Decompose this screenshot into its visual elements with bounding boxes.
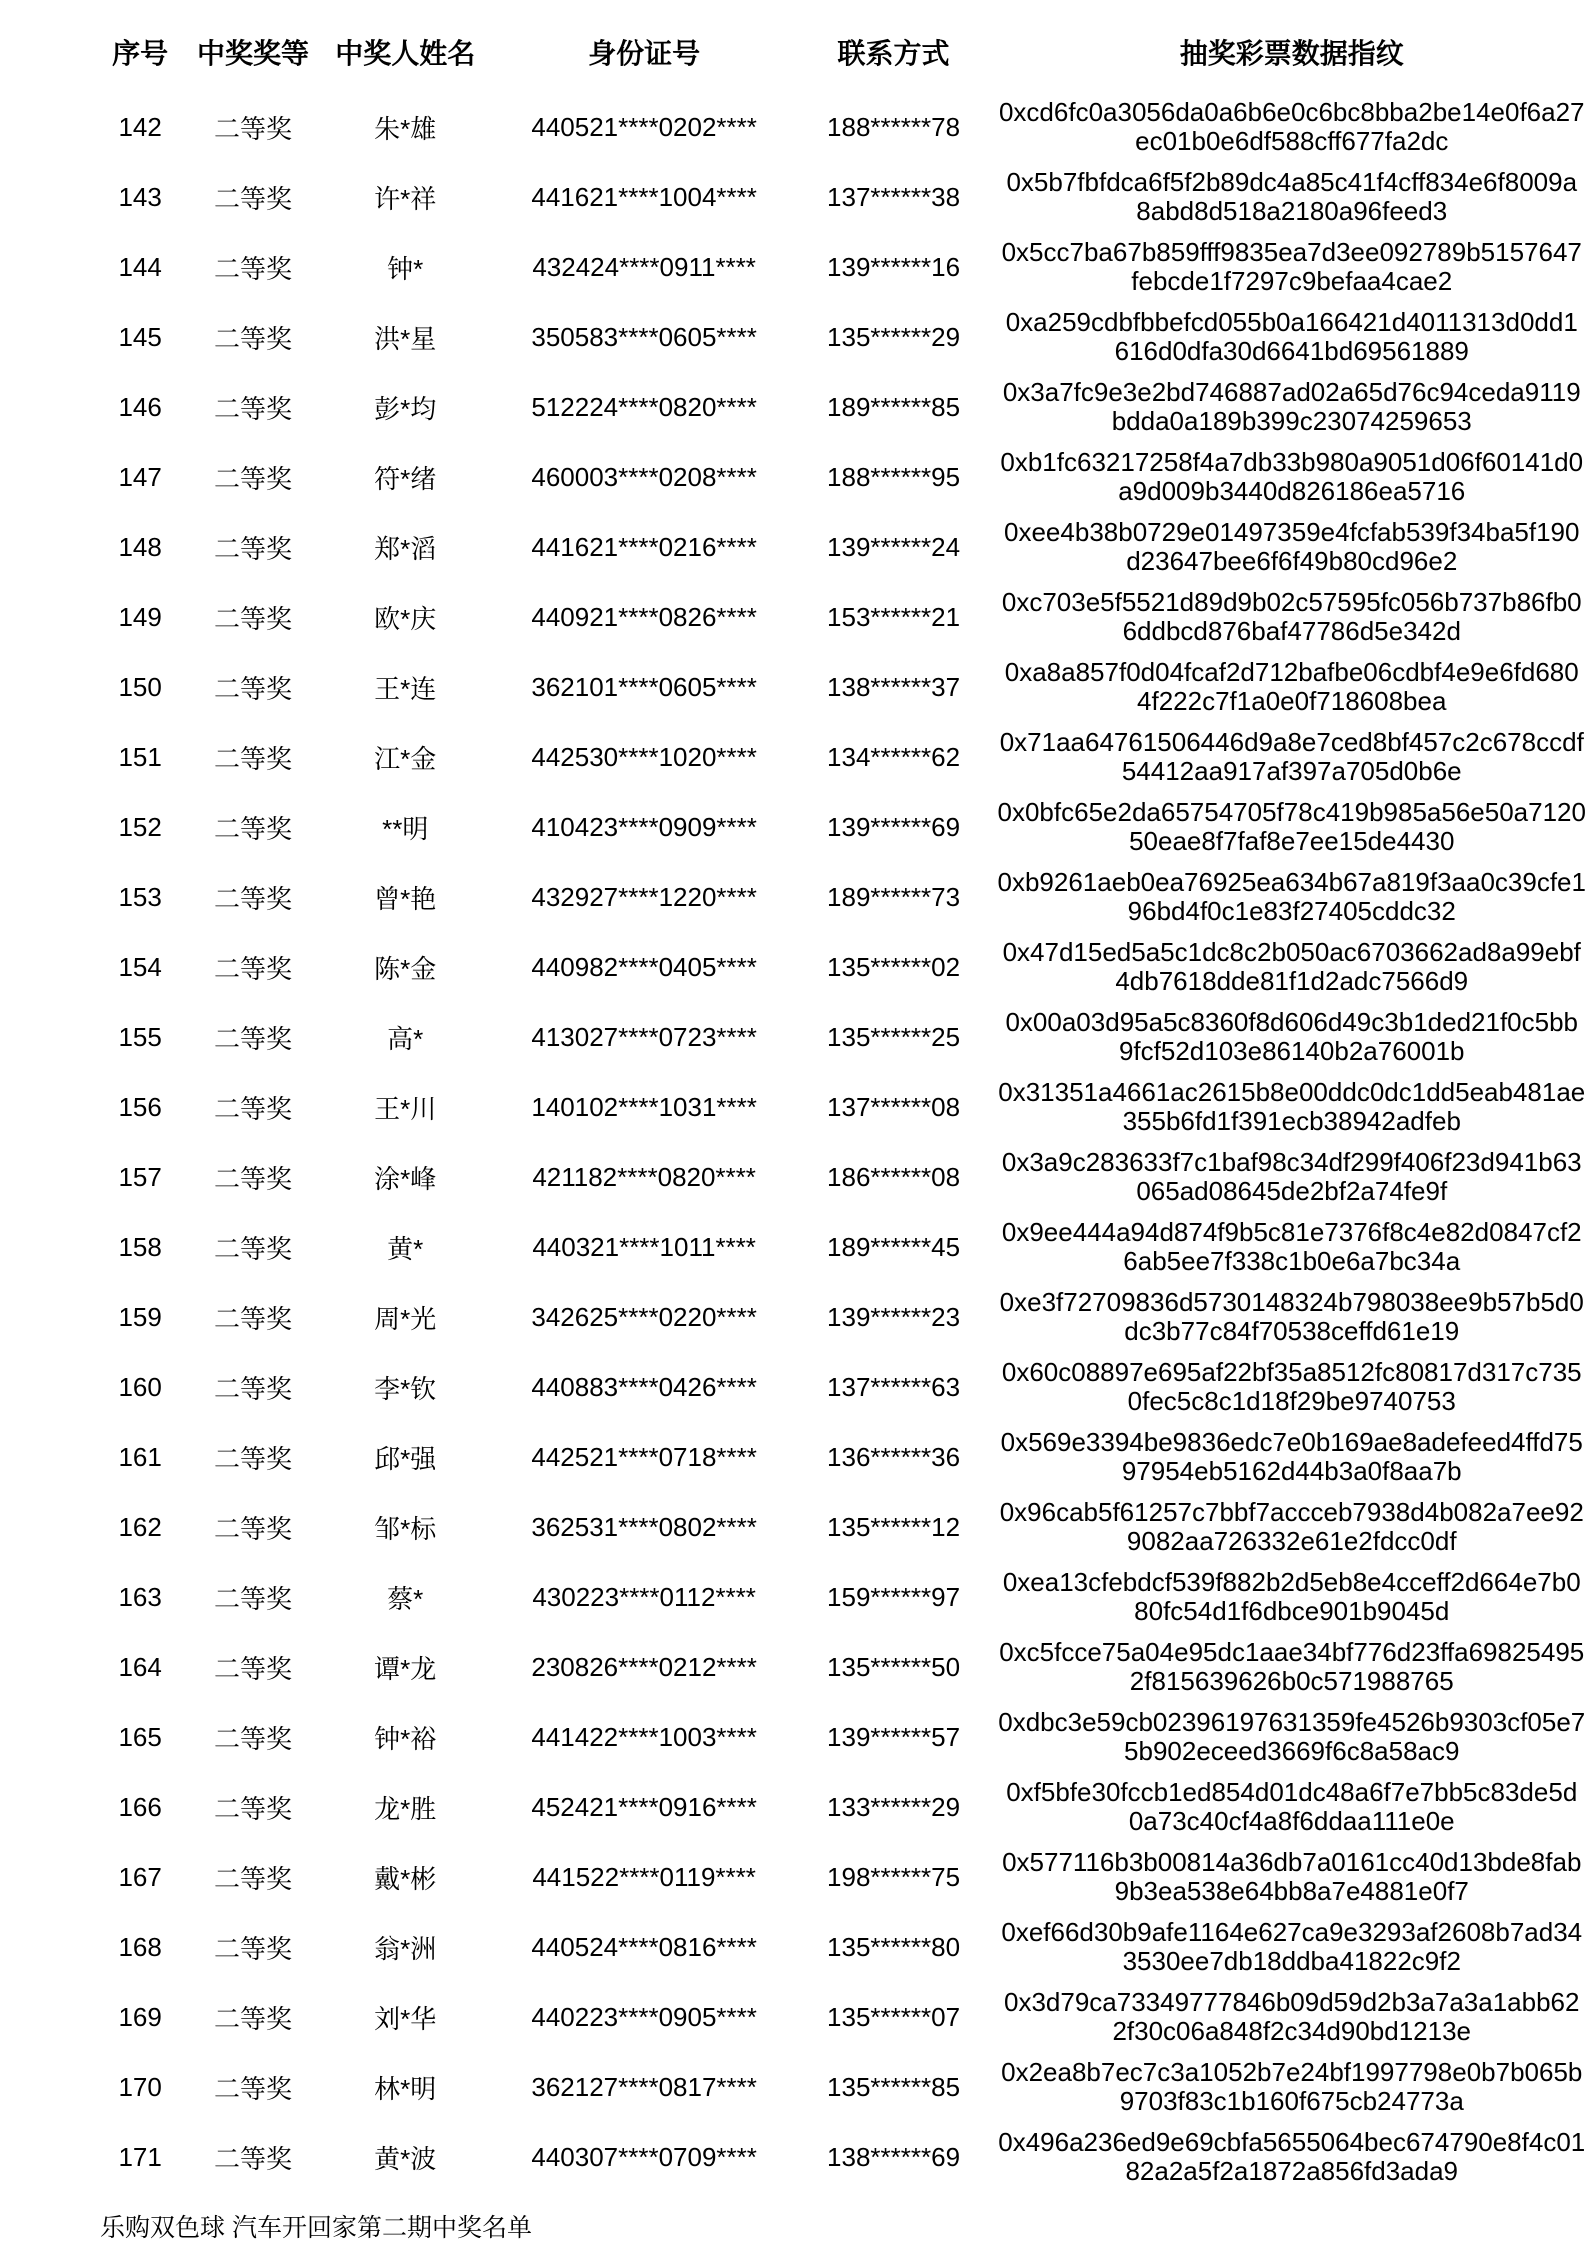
cell-serial-number: 169 bbox=[118, 2001, 162, 2032]
cell-ticket-fingerprint bbox=[998, 1772, 1586, 1842]
cell-contact: 153******21 bbox=[827, 601, 961, 632]
cell-prize-tier: 二等奖 bbox=[214, 533, 293, 564]
cell-ticket-fingerprint bbox=[998, 162, 1586, 232]
cell-prize-tier: 二等奖 bbox=[214, 1863, 293, 1894]
fingerprint-line-1: 0x3d79ca73349777846b09d59d2b3a7a3a1abb62 bbox=[1004, 1987, 1580, 2017]
cell-ticket-fingerprint bbox=[998, 232, 1586, 302]
cell-contact: 137******63 bbox=[827, 1371, 961, 1402]
cell-contact: 136******36 bbox=[827, 1441, 961, 1472]
cell-id-number: 362101****0605**** bbox=[531, 671, 757, 702]
cell-contact: 159******97 bbox=[827, 1581, 961, 1612]
cell-prize-tier: 二等奖 bbox=[214, 1373, 293, 1404]
cell-contact: 186******08 bbox=[827, 1161, 961, 1192]
cell-serial-number: 160 bbox=[118, 1371, 162, 1402]
cell-winner-name: 林*明 bbox=[374, 2073, 437, 2104]
table-row bbox=[86, 1142, 1586, 1212]
cell-winner-name: 曾*艳 bbox=[374, 883, 437, 914]
cell-id-number: 410423****0909**** bbox=[531, 811, 757, 842]
fingerprint-line-2: bdda0a189b399c23074259653 bbox=[1111, 406, 1472, 436]
table-row bbox=[86, 162, 1586, 232]
table-row bbox=[86, 932, 1586, 1002]
cell-id-number: 421182****0820**** bbox=[532, 1161, 756, 1192]
cell-contact: 189******85 bbox=[827, 391, 961, 422]
cell-contact: 135******25 bbox=[827, 1021, 961, 1052]
cell-id-number: 512224****0820**** bbox=[531, 391, 757, 422]
fingerprint-line-2: 4f222c7f1a0e0f718608bea bbox=[1137, 686, 1447, 716]
cell-serial-number: 153 bbox=[118, 881, 162, 912]
cell-winner-name: 李*钦 bbox=[374, 1373, 437, 1404]
cell-prize-tier: 二等奖 bbox=[214, 1513, 293, 1544]
cell-prize-tier: 二等奖 bbox=[214, 2143, 293, 2174]
table-row bbox=[86, 792, 1586, 862]
table-row bbox=[86, 2052, 1586, 2122]
cell-id-number: 441522****0119**** bbox=[532, 1861, 756, 1892]
fingerprint-line-1: 0x3a9c283633f7c1baf98c34df299f406f23d941b63 bbox=[1001, 1147, 1582, 1177]
cell-winner-name: 邹*标 bbox=[374, 1513, 437, 1544]
cell-ticket-fingerprint bbox=[998, 1072, 1586, 1142]
table-row bbox=[86, 1492, 1586, 1562]
cell-winner-name: 欧*庆 bbox=[374, 603, 437, 634]
cell-winner-name: 郑*滔 bbox=[374, 533, 437, 564]
cell-ticket-fingerprint bbox=[998, 792, 1586, 862]
cell-prize-tier: 二等奖 bbox=[214, 1583, 293, 1614]
fingerprint-line-1: 0xef66d30b9afe1164e627ca9e3293af2608b7ad34 bbox=[1001, 1917, 1583, 1947]
cell-serial-number: 159 bbox=[118, 1301, 162, 1332]
cell-id-number: 441422****1003**** bbox=[531, 1721, 757, 1752]
table-row bbox=[86, 1562, 1586, 1632]
cell-prize-tier: 二等奖 bbox=[214, 393, 293, 424]
cell-id-number: 230826****0212**** bbox=[531, 1651, 757, 1682]
fingerprint-line-1: 0xe3f72709836d5730148324b798038ee9b57b5d0 bbox=[999, 1287, 1584, 1317]
cell-serial-number: 165 bbox=[118, 1721, 162, 1752]
cell-prize-tier: 二等奖 bbox=[214, 323, 293, 354]
cell-winner-name: 周*光 bbox=[374, 1303, 437, 1334]
cell-serial-number: 158 bbox=[118, 1231, 162, 1262]
cell-winner-name: 翁*洲 bbox=[374, 1933, 437, 1964]
cell-winner-name: 钟* bbox=[387, 253, 424, 284]
cell-winner-name: 龙*胜 bbox=[374, 1793, 437, 1824]
table-row bbox=[86, 1982, 1586, 2052]
cell-ticket-fingerprint bbox=[998, 582, 1586, 652]
cell-ticket-fingerprint bbox=[998, 722, 1586, 792]
table-row bbox=[86, 372, 1586, 442]
cell-ticket-fingerprint bbox=[998, 1842, 1586, 1912]
cell-contact: 189******73 bbox=[827, 881, 961, 912]
cell-prize-tier: 二等奖 bbox=[214, 1303, 293, 1334]
cell-serial-number: 157 bbox=[118, 1161, 162, 1192]
cell-prize-tier: 二等奖 bbox=[214, 953, 293, 984]
fingerprint-line-1: 0xb9261aeb0ea76925ea634b67a819f3aa0c39cfe1 bbox=[997, 867, 1586, 897]
fingerprint-line-2: 9fcf52d103e86140b2a76001b bbox=[1118, 1036, 1465, 1066]
cell-winner-name: 王*川 bbox=[374, 1093, 437, 1124]
cell-prize-tier: 二等奖 bbox=[214, 1233, 293, 1264]
fingerprint-line-2: 2f815639626b0c571988765 bbox=[1129, 1666, 1454, 1696]
table-row bbox=[86, 512, 1586, 582]
cell-id-number: 430223****0112**** bbox=[532, 1581, 756, 1612]
cell-contact: 139******24 bbox=[827, 531, 961, 562]
fingerprint-line-1: 0x0bfc65e2da65754705f78c419b985a56e50a7120 bbox=[997, 797, 1586, 827]
table-row bbox=[86, 92, 1586, 162]
cell-winner-name: 黄* bbox=[387, 1233, 424, 1264]
cell-id-number: 362531****0802**** bbox=[531, 1511, 757, 1542]
cell-ticket-fingerprint bbox=[998, 1422, 1586, 1492]
cell-ticket-fingerprint bbox=[998, 1702, 1586, 1772]
fingerprint-line-2: 0fec5c8c1d18f29be9740753 bbox=[1127, 1386, 1456, 1416]
table-row bbox=[86, 652, 1586, 722]
cell-id-number: 140102****1031**** bbox=[531, 1091, 757, 1122]
cell-id-number: 442530****1020**** bbox=[531, 741, 757, 772]
cell-ticket-fingerprint bbox=[998, 932, 1586, 1002]
cell-prize-tier: 二等奖 bbox=[214, 463, 293, 494]
cell-winner-name: 高* bbox=[387, 1023, 424, 1054]
cell-contact: 135******02 bbox=[827, 951, 961, 982]
cell-id-number: 440521****0202**** bbox=[531, 111, 757, 142]
fingerprint-line-2: 6ddbcd876baf47786d5e342d bbox=[1122, 616, 1461, 646]
header-row bbox=[86, 0, 1586, 92]
cell-prize-tier: 二等奖 bbox=[214, 1093, 293, 1124]
fingerprint-line-2: 97954eb5162d44b3a0f8aa7b bbox=[1121, 1456, 1462, 1486]
cell-serial-number: 168 bbox=[118, 1931, 162, 1962]
fingerprint-line-2: 9082aa726332e61e2fdcc0df bbox=[1126, 1526, 1457, 1556]
cell-contact: 135******07 bbox=[827, 2001, 961, 2032]
cell-contact: 137******38 bbox=[827, 181, 961, 212]
cell-id-number: 432424****0911**** bbox=[532, 251, 756, 282]
cell-winner-name: 彭*均 bbox=[374, 393, 437, 424]
cell-serial-number: 149 bbox=[118, 601, 162, 632]
header-prize-tier: 中奖奖等 bbox=[197, 38, 310, 69]
cell-ticket-fingerprint bbox=[998, 1912, 1586, 1982]
cell-id-number: 441621****0216**** bbox=[531, 531, 757, 562]
fingerprint-line-2: ec01b0e6df588cff677fa2dc bbox=[1135, 126, 1449, 156]
fingerprint-line-2: febcde1f7297c9befaa4cae2 bbox=[1131, 266, 1453, 296]
cell-id-number: 440883****0426**** bbox=[531, 1371, 757, 1402]
cell-serial-number: 152 bbox=[118, 811, 162, 842]
fingerprint-line-1: 0x577116b3b00814a36db7a0161cc40d13bde8fab bbox=[1002, 1847, 1582, 1877]
table-row bbox=[86, 722, 1586, 792]
cell-serial-number: 162 bbox=[118, 1511, 162, 1542]
cell-serial-number: 164 bbox=[118, 1651, 162, 1682]
cell-id-number: 441621****1004**** bbox=[531, 181, 757, 212]
cell-id-number: 413027****0723**** bbox=[531, 1021, 757, 1052]
cell-id-number: 442521****0718**** bbox=[531, 1441, 757, 1472]
fingerprint-line-2: 6ab5ee7f338c1b0e6a7bc34a bbox=[1123, 1246, 1461, 1276]
cell-contact: 135******80 bbox=[827, 1931, 961, 1962]
cell-ticket-fingerprint bbox=[998, 1562, 1586, 1632]
cell-id-number: 350583****0605**** bbox=[531, 321, 757, 352]
fingerprint-line-2: 3530ee7db18ddba41822c9f2 bbox=[1122, 1946, 1461, 1976]
cell-contact: 138******37 bbox=[827, 671, 961, 702]
cell-winner-name: 涂*峰 bbox=[374, 1163, 437, 1194]
table-row bbox=[86, 862, 1586, 932]
fingerprint-line-1: 0xf5bfe30fccb1ed854d01dc48a6f7e7bb5c83de5d bbox=[1006, 1777, 1578, 1807]
cell-id-number: 440921****0826**** bbox=[531, 601, 757, 632]
cell-winner-name: 符*绪 bbox=[374, 463, 437, 494]
cell-winner-name: 蔡* bbox=[387, 1583, 424, 1614]
cell-id-number: 440307****0709**** bbox=[531, 2141, 757, 2172]
cell-contact: 198******75 bbox=[827, 1861, 961, 1892]
cell-prize-tier: 二等奖 bbox=[214, 2073, 293, 2104]
cell-ticket-fingerprint bbox=[998, 302, 1586, 372]
cell-prize-tier: 二等奖 bbox=[214, 1653, 293, 1684]
cell-serial-number: 155 bbox=[118, 1021, 162, 1052]
cell-contact: 139******69 bbox=[827, 811, 961, 842]
cell-contact: 135******12 bbox=[827, 1511, 961, 1542]
fingerprint-line-1: 0xdbc3e59cb02396197631359fe4526b9303cf05e7 bbox=[998, 1707, 1586, 1737]
cell-id-number: 440982****0405**** bbox=[531, 951, 757, 982]
cell-prize-tier: 二等奖 bbox=[214, 1933, 293, 1964]
cell-winner-name: 陈*金 bbox=[374, 953, 437, 984]
cell-ticket-fingerprint bbox=[998, 92, 1586, 162]
cell-ticket-fingerprint bbox=[998, 1492, 1586, 1562]
cell-prize-tier: 二等奖 bbox=[214, 1163, 293, 1194]
cell-serial-number: 163 bbox=[118, 1581, 162, 1612]
fingerprint-line-1: 0x5b7fbfdca6f5f2b89dc4a85c41f4cff834e6f8009a bbox=[1006, 167, 1578, 197]
cell-ticket-fingerprint bbox=[998, 652, 1586, 722]
cell-prize-tier: 二等奖 bbox=[214, 2003, 293, 2034]
fingerprint-line-2: 355b6fd1f391ecb38942adfeb bbox=[1122, 1106, 1461, 1136]
fingerprint-line-1: 0x569e3394be9836edc7e0b169ae8adefeed4ffd75 bbox=[1000, 1427, 1583, 1457]
table-row bbox=[86, 442, 1586, 512]
cell-prize-tier: 二等奖 bbox=[214, 1793, 293, 1824]
cell-serial-number: 156 bbox=[118, 1091, 162, 1122]
cell-contact: 133******29 bbox=[827, 1791, 961, 1822]
header-serial-number: 序号 bbox=[112, 38, 169, 69]
cell-ticket-fingerprint bbox=[998, 2052, 1586, 2122]
fingerprint-line-1: 0xc5fcce75a04e95dc1aae34bf776d23ffa69825495 bbox=[999, 1637, 1585, 1667]
header-contact: 联系方式 bbox=[837, 38, 950, 69]
cell-winner-name: 许*祥 bbox=[374, 183, 437, 214]
cell-prize-tier: 二等奖 bbox=[214, 1023, 293, 1054]
cell-id-number: 440223****0905**** bbox=[531, 2001, 757, 2032]
winners-table bbox=[86, 0, 1586, 2192]
cell-ticket-fingerprint bbox=[998, 1142, 1586, 1212]
cell-ticket-fingerprint bbox=[998, 862, 1586, 932]
cell-contact: 139******16 bbox=[827, 251, 961, 282]
cell-serial-number: 151 bbox=[118, 741, 162, 772]
table-row bbox=[86, 302, 1586, 372]
cell-winner-name: 钟*裕 bbox=[374, 1723, 437, 1754]
fingerprint-line-2: 50eae8f7faf8e7ee15de4430 bbox=[1129, 826, 1455, 856]
fingerprint-line-2: 9b3ea538e64bb8a7e4881e0f7 bbox=[1114, 1876, 1469, 1906]
table-row bbox=[86, 1912, 1586, 1982]
cell-prize-tier: 二等奖 bbox=[214, 253, 293, 284]
header-winner-name: 中奖人姓名 bbox=[335, 38, 476, 69]
cell-serial-number: 167 bbox=[118, 1861, 162, 1892]
fingerprint-line-1: 0x71aa64761506446d9a8e7ced8bf457c2c678ccdf bbox=[999, 727, 1584, 757]
table-row bbox=[86, 1422, 1586, 1492]
cell-ticket-fingerprint bbox=[998, 1632, 1586, 1702]
table-row bbox=[86, 2122, 1586, 2192]
cell-id-number: 342625****0220**** bbox=[531, 1301, 757, 1332]
cell-winner-name: 戴*彬 bbox=[374, 1863, 437, 1894]
fingerprint-line-1: 0xc703e5f5521d89d9b02c57595fc056b737b86fb0 bbox=[1001, 587, 1582, 617]
fingerprint-line-1: 0xcd6fc0a3056da0a6b6e0c6bc8bba2be14e0f6a27 bbox=[998, 97, 1585, 127]
cell-prize-tier: 二等奖 bbox=[214, 1443, 293, 1474]
fingerprint-line-1: 0x2ea8b7ec7c3a1052b7e24bf1997798e0b7b065b bbox=[1001, 2057, 1583, 2087]
fingerprint-line-1: 0xa8a857f0d04fcaf2d712bafbe06cdbf4e9e6fd680 bbox=[1004, 657, 1579, 687]
fingerprint-line-1: 0x00a03d95a5c8360f8d606d49c3b1ded21f0c5bb bbox=[1005, 1007, 1579, 1037]
cell-contact: 138******69 bbox=[827, 2141, 961, 2172]
cell-contact: 188******95 bbox=[827, 461, 961, 492]
cell-prize-tier: 二等奖 bbox=[214, 883, 293, 914]
fingerprint-line-2: a9d009b3440d826186ea5716 bbox=[1118, 476, 1466, 506]
cell-serial-number: 145 bbox=[118, 321, 162, 352]
cell-prize-tier: 二等奖 bbox=[214, 603, 293, 634]
table-row bbox=[86, 1212, 1586, 1282]
table-row bbox=[86, 1772, 1586, 1842]
cell-id-number: 432927****1220**** bbox=[531, 881, 757, 912]
fingerprint-line-1: 0xea13cfebdcf539f882b2d5eb8e4cceff2d664e7b0 bbox=[1002, 1567, 1581, 1597]
fingerprint-line-2: 5b902eceed3669f6c8a58ac9 bbox=[1124, 1736, 1460, 1766]
fingerprint-line-2: 96bd4f0c1e83f27405cddc32 bbox=[1127, 896, 1456, 926]
table-row bbox=[86, 1632, 1586, 1702]
cell-prize-tier: 二等奖 bbox=[214, 1723, 293, 1754]
cell-ticket-fingerprint bbox=[998, 1212, 1586, 1282]
cell-id-number: 440321****1011**** bbox=[532, 1231, 756, 1262]
cell-prize-tier: 二等奖 bbox=[214, 673, 293, 704]
winners-table-body bbox=[86, 92, 1586, 2192]
cell-contact: 137******08 bbox=[827, 1091, 961, 1122]
cell-contact: 188******78 bbox=[827, 111, 961, 142]
fingerprint-line-2: 80fc54d1f6dbce901b9045d bbox=[1134, 1596, 1450, 1626]
winners-table-header bbox=[86, 0, 1586, 92]
fingerprint-line-2: 4db7618dde81f1d2adc7566d9 bbox=[1115, 966, 1469, 996]
fingerprint-line-2: 8abd8d518a2180a96feed3 bbox=[1136, 196, 1448, 226]
cell-ticket-fingerprint bbox=[998, 372, 1586, 442]
cell-id-number: 362127****0817**** bbox=[531, 2071, 757, 2102]
fingerprint-line-2: 9703f83c1b160f675cb24773a bbox=[1119, 2086, 1464, 2116]
fingerprint-line-2: 065ad08645de2bf2a74fe9f bbox=[1136, 1176, 1448, 1206]
fingerprint-line-1: 0x96cab5f61257c7bbf7accceb7938d4b082a7ee92 bbox=[999, 1497, 1584, 1527]
cell-ticket-fingerprint bbox=[998, 512, 1586, 582]
cell-winner-name: 谭*龙 bbox=[374, 1653, 437, 1684]
fingerprint-line-2: 0a73c40cf4a8f6ddaa111e0e bbox=[1128, 1806, 1455, 1836]
cell-prize-tier: 二等奖 bbox=[214, 183, 293, 214]
fingerprint-line-1: 0x31351a4661ac2615b8e00ddc0dc1dd5eab481ae bbox=[998, 1077, 1586, 1107]
cell-contact: 134******62 bbox=[827, 741, 961, 772]
fingerprint-line-2: 616d0dfa30d6641bd69561889 bbox=[1114, 336, 1469, 366]
cell-winner-name: 邱*强 bbox=[374, 1443, 437, 1474]
cell-winner-name: **明 bbox=[382, 813, 429, 844]
table-row bbox=[86, 1702, 1586, 1772]
cell-serial-number: 154 bbox=[118, 951, 162, 982]
cell-serial-number: 142 bbox=[118, 111, 162, 142]
fingerprint-line-1: 0xa259cdbfbbefcd055b0a166421d4011313d0dd1 bbox=[1005, 307, 1578, 337]
fingerprint-line-1: 0x496a236ed9e69cbfa5655064bec674790e8f4c01 bbox=[998, 2127, 1586, 2157]
cell-serial-number: 150 bbox=[118, 671, 162, 702]
table-row bbox=[86, 1002, 1586, 1072]
table-row bbox=[86, 582, 1586, 652]
cell-serial-number: 161 bbox=[118, 1441, 162, 1472]
fingerprint-line-2: 54412aa917af397a705d0b6e bbox=[1121, 756, 1462, 786]
table-row bbox=[86, 1282, 1586, 1352]
cell-contact: 189******45 bbox=[827, 1231, 961, 1262]
cell-winner-name: 刘*华 bbox=[374, 2003, 437, 2034]
fingerprint-line-1: 0x9ee444a94d874f9b5c81e7376f8c4e82d0847cf2 bbox=[1001, 1217, 1582, 1247]
cell-prize-tier: 二等奖 bbox=[214, 743, 293, 774]
cell-id-number: 440524****0816**** bbox=[531, 1931, 757, 1962]
cell-id-number: 460003****0208**** bbox=[531, 461, 757, 492]
cell-contact: 135******29 bbox=[827, 321, 961, 352]
fingerprint-line-1: 0x60c08897e695af22bf35a8512fc80817d317c735 bbox=[1001, 1357, 1582, 1387]
cell-serial-number: 144 bbox=[118, 251, 162, 282]
fingerprint-line-1: 0x47d15ed5a5c1dc8c2b050ac6703662ad8a99ebf bbox=[1002, 937, 1581, 967]
cell-contact: 139******23 bbox=[827, 1301, 961, 1332]
cell-ticket-fingerprint bbox=[998, 1982, 1586, 2052]
cell-ticket-fingerprint bbox=[998, 2122, 1586, 2192]
cell-ticket-fingerprint bbox=[998, 442, 1586, 512]
cell-winner-name: 洪*星 bbox=[374, 323, 437, 354]
fingerprint-line-1: 0x3a7fc9e3e2bd746887ad02a65d76c94ceda9119 bbox=[1002, 377, 1581, 407]
cell-contact: 135******50 bbox=[827, 1651, 961, 1682]
cell-contact: 135******85 bbox=[827, 2071, 961, 2102]
cell-serial-number: 171 bbox=[118, 2141, 162, 2172]
cell-id-number: 452421****0916**** bbox=[531, 1791, 757, 1822]
fingerprint-line-2: dc3b77c84f70538ceffd61e19 bbox=[1124, 1316, 1460, 1346]
fingerprint-line-1: 0x5cc7ba67b859fff9835ea7d3ee092789b5157647 bbox=[1001, 237, 1582, 267]
cell-ticket-fingerprint bbox=[998, 1002, 1586, 1072]
fingerprint-line-1: 0xee4b38b0729e01497359e4fcfab539f34ba5f190 bbox=[1004, 517, 1580, 547]
fingerprint-line-2: 2f30c06a848f2c34d90bd1213e bbox=[1112, 2016, 1472, 2046]
table-row bbox=[86, 1352, 1586, 1422]
cell-winner-name: 朱*雄 bbox=[374, 113, 437, 144]
cell-prize-tier: 二等奖 bbox=[214, 813, 293, 844]
fingerprint-line-1: 0xb1fc63217258f4a7db33b980a9051d06f60141d0 bbox=[1000, 447, 1584, 477]
table-row bbox=[86, 232, 1586, 302]
cell-serial-number: 170 bbox=[118, 2071, 162, 2102]
cell-serial-number: 147 bbox=[118, 461, 162, 492]
table-row bbox=[86, 1842, 1586, 1912]
cell-serial-number: 143 bbox=[118, 181, 162, 212]
cell-winner-name: 江*金 bbox=[374, 743, 437, 774]
table-row bbox=[86, 1072, 1586, 1142]
cell-prize-tier: 二等奖 bbox=[214, 113, 293, 144]
fingerprint-line-2: 82a2a5f2a1872a856fd3ada9 bbox=[1125, 2156, 1459, 2186]
fingerprint-line-2: d23647bee6f6f49b80cd96e2 bbox=[1126, 546, 1458, 576]
footer-caption: 乐购双色球 汽车开回家第二期中奖名单 bbox=[100, 2214, 532, 2242]
header-id-number: 身份证号 bbox=[588, 38, 701, 69]
cell-contact: 139******57 bbox=[827, 1721, 961, 1752]
cell-serial-number: 146 bbox=[118, 391, 162, 422]
cell-winner-name: 王*连 bbox=[374, 673, 437, 704]
cell-ticket-fingerprint bbox=[998, 1352, 1586, 1422]
cell-winner-name: 黄*波 bbox=[374, 2143, 437, 2174]
header-ticket-fingerprint: 抽奖彩票数据指纹 bbox=[1179, 38, 1404, 69]
cell-serial-number: 148 bbox=[118, 531, 162, 562]
cell-ticket-fingerprint bbox=[998, 1282, 1586, 1352]
cell-serial-number: 166 bbox=[118, 1791, 162, 1822]
